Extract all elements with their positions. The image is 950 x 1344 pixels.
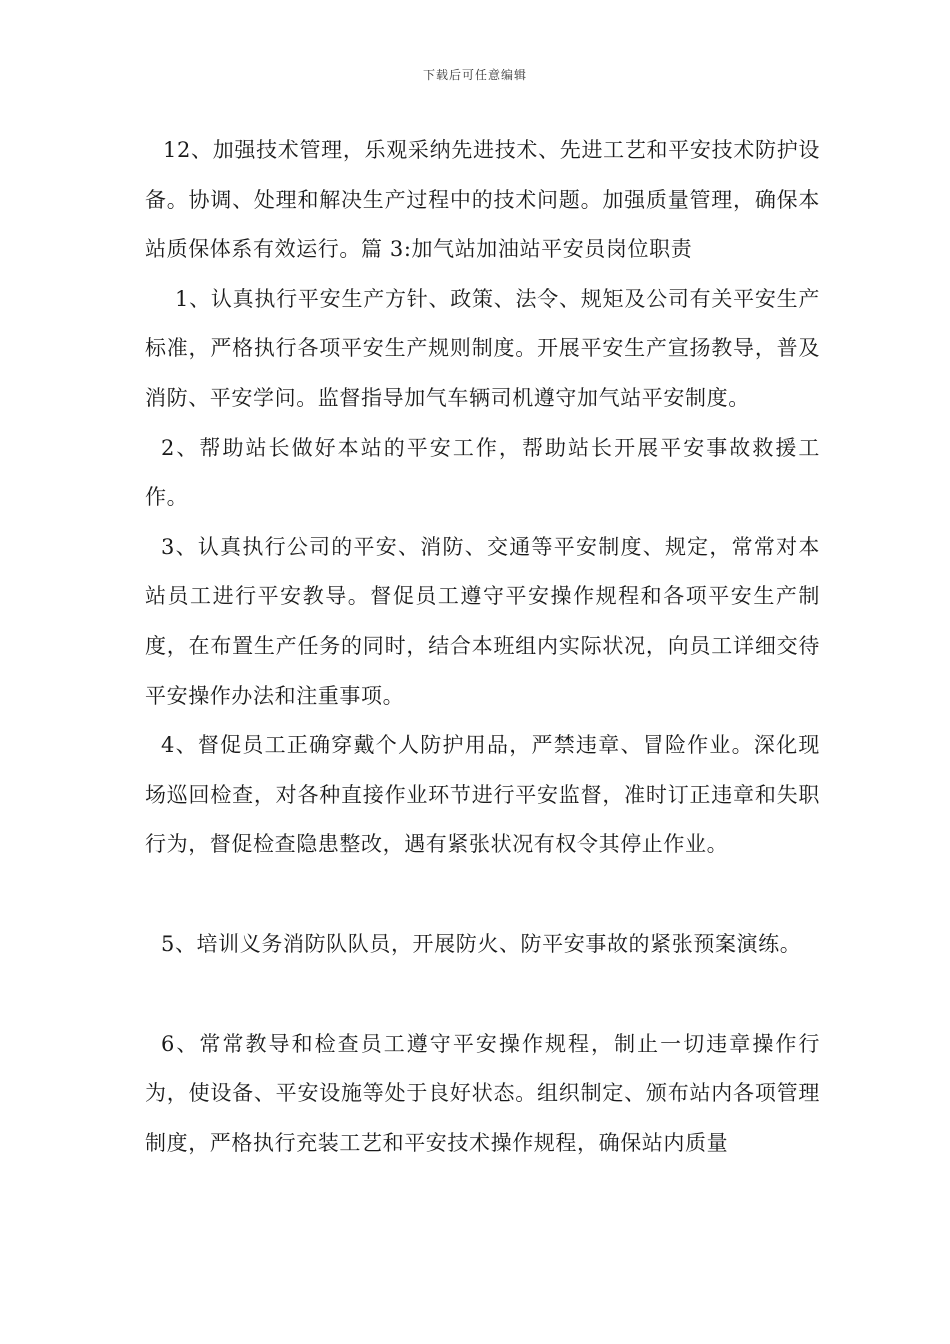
paragraph-item-5: 5、培训义务消防队队员，开展防火、防平安事故的紧张预案演练。: [161, 931, 802, 956]
paragraph-item-4: 4、督促员工正确穿戴个人防护用品，严禁违章、冒险作业。深化现场巡回检查，对各种直接作业环节进行平安监督，准时订正违章和失职行为，督促检查隐患整改，遇有紧张状况有权令其停止作业。: [145, 733, 820, 857]
page-header: 下载后可任意编辑: [422, 68, 527, 82]
paragraph-item-2: 2、帮助站长做好本站的平安工作，帮助站长开展平安事故救援工作。: [145, 435, 820, 510]
paragraph-item-1: 1、认真执行平安生产方针、政策、法令、规矩及公司有关平安生产标准，严格执行各项平安生产规则制度。开展平安生产宣扬教导，普及消防、平安学问。监督指导加气车辆司机遵守加气站平安制度。: [145, 286, 820, 410]
paragraph-item-12: 12、加强技术管理，乐观采纳先进技术、先进工艺和平安技术防护设备。协调、处理和解决生产过程中的技术问题。加强质量管理，确保本站质保体系有效运行。篇 3:加气站加油站平安员岗位职责: [145, 138, 820, 262]
document-body: [145, 126, 820, 1168]
paragraph-item-3: 3、认真执行公司的平安、消防、交通等平安制度、规定，常常对本站员工进行平安教导。督促员工遵守平安操作规程和各项平安生产制度，在布置生产任务的同时，结合本班组内实际状况，向员工详细交待平安操作办法和注重事项。: [145, 534, 820, 708]
paragraph-item-6: 6、常常教导和检查员工遵守平安操作规程，制止一切违章操作行为，使设备、平安设施等处于良好状态。组织制定、颁布站内各项管理制度，严格执行充装工艺和平安技术操作规程，确保站内质量: [145, 1031, 820, 1155]
